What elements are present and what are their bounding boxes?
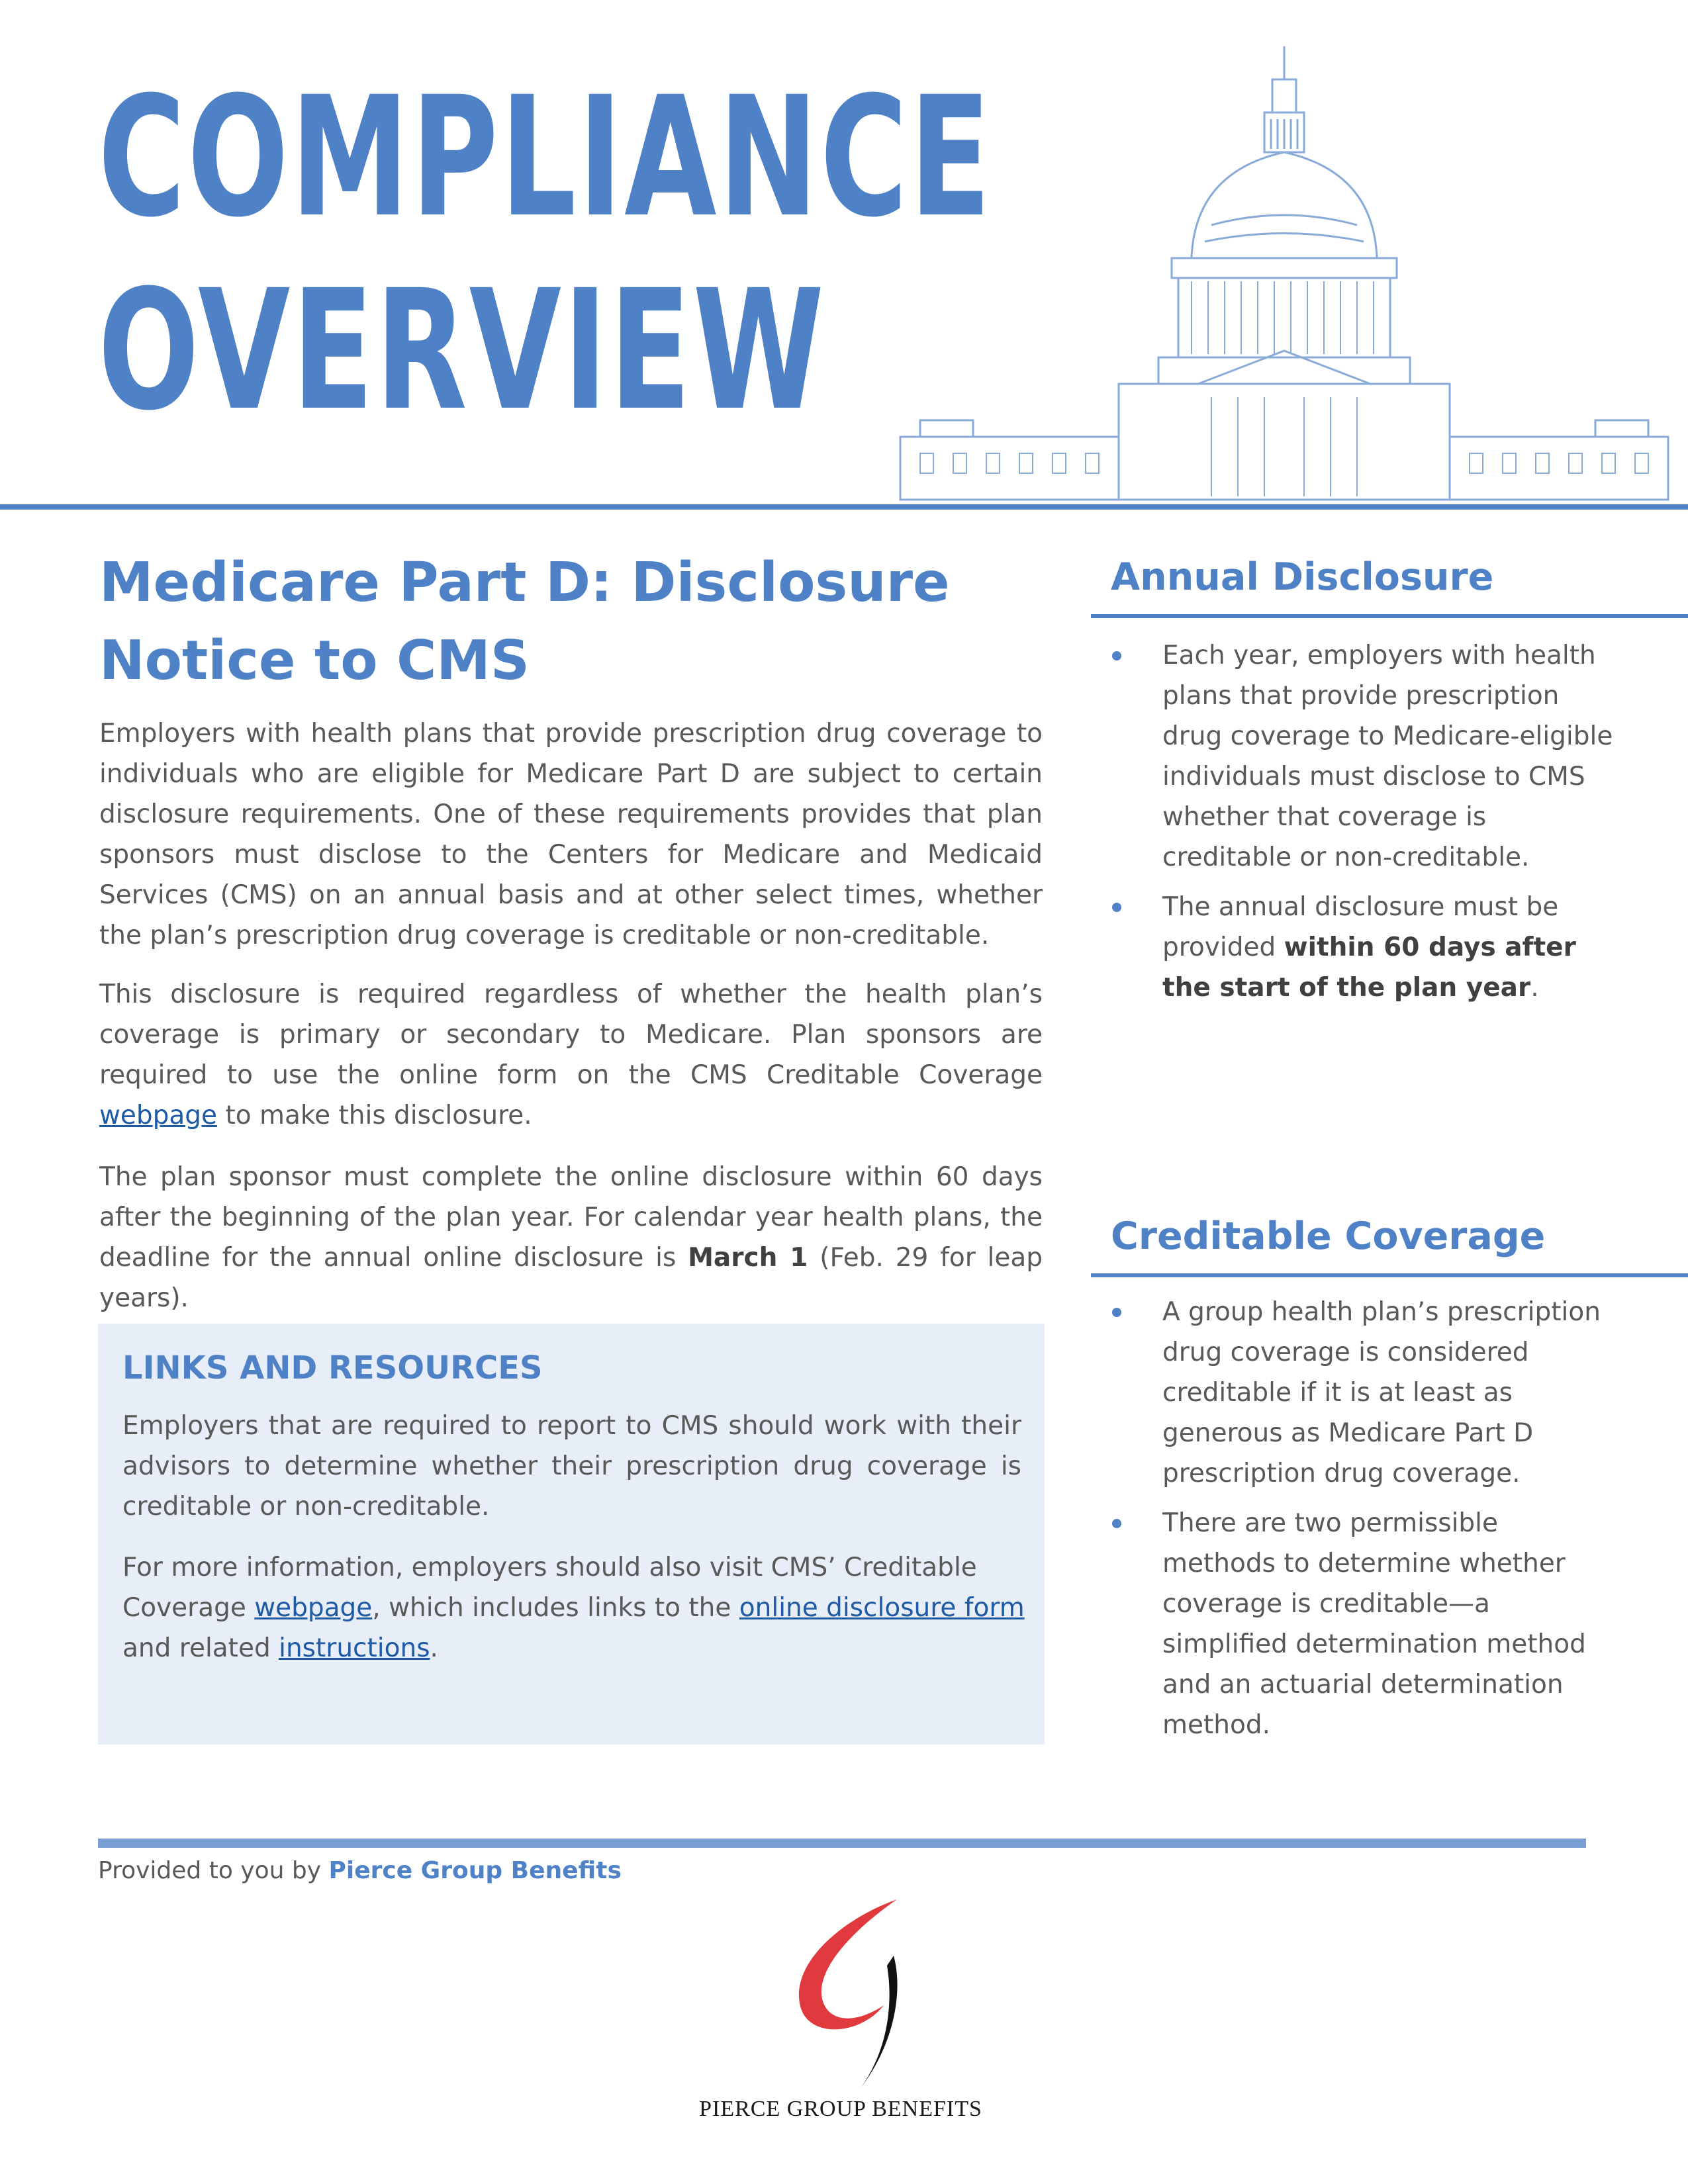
annual-disclosure-list bbox=[1111, 635, 1614, 1017]
resources-text-3: and related bbox=[122, 1633, 279, 1663]
creditable-bullet-1-text: A group health plan’s prescription drug coverage is considered creditable if it is at least as generous as Medicare Part D prescription drug coverage. bbox=[1162, 1297, 1601, 1488]
resources-webpage-link[interactable]: webpage bbox=[254, 1593, 373, 1623]
deadline-paragraph-text-1: The plan sponsor must complete the online disclosure within 60 days after the beginning of the plan year. For calendar year health plans, the deadline for the annual online disclosure is bbox=[99, 1162, 1043, 1273]
resources-paragraph-2 bbox=[122, 1547, 1036, 1668]
resources-text-4: . bbox=[430, 1633, 438, 1663]
disclosure-paragraph-text-1: This disclosure is required regardless of whether the health plan’s coverage is primary or secondary to Medicare. Plan sponsors are required to use the online form on the CMS Creditable Coverage bbox=[99, 979, 1043, 1090]
creditable-coverage-rule bbox=[1091, 1273, 1688, 1277]
resources-text-1: For more information, employers should also visit CMS’ Creditable Coverage bbox=[122, 1553, 977, 1623]
list-item bbox=[1111, 1503, 1614, 1745]
resources-text-2: , which includes links to the bbox=[372, 1593, 739, 1623]
provided-by-label: Provided to you by bbox=[98, 1857, 329, 1884]
deadline-paragraph bbox=[99, 1157, 1043, 1318]
capitol-building-image bbox=[880, 40, 1688, 503]
disclosure-paragraph-text-2: to make this disclosure. bbox=[217, 1101, 532, 1130]
page-title bbox=[99, 544, 1039, 700]
pierce-group-logo-icon bbox=[761, 1893, 933, 2091]
bullet-icon bbox=[1112, 1308, 1121, 1317]
page-title-line2: Notice to CMS bbox=[99, 629, 530, 692]
list-item bbox=[1111, 635, 1614, 878]
header-rule bbox=[0, 504, 1688, 510]
footer-provided-by bbox=[98, 1853, 892, 1889]
company-name: Pierce Group Benefits bbox=[328, 1857, 622, 1884]
logo-wordmark: PIERCE GROUP BENEFITS bbox=[699, 2097, 982, 2121]
online-disclosure-form-link[interactable]: online disclosure form bbox=[739, 1593, 1025, 1623]
list-item bbox=[1111, 887, 1614, 1008]
deadline-date: March 1 bbox=[688, 1243, 808, 1273]
creditable-coverage-heading: Creditable Coverage bbox=[1111, 1214, 1546, 1258]
resources-paragraph-1: Employers that are required to report to CMS should work with their advisors to determine whether their prescription drug coverage is creditable or non-creditable. bbox=[122, 1411, 1021, 1522]
bullet-icon bbox=[1112, 651, 1121, 660]
banner-title bbox=[98, 61, 993, 447]
creditable-coverage-list bbox=[1111, 1292, 1614, 1754]
page-title-line1: Medicare Part D: Disclosure bbox=[99, 551, 950, 614]
deadline-paragraph-text-2: (Feb. 29 for leap years). bbox=[99, 1243, 1043, 1313]
list-item bbox=[1111, 1292, 1614, 1494]
disclosure-paragraph bbox=[99, 974, 1043, 1136]
annual-bullet-1-text: Each year, employers with health plans that provide prescription drug coverage to Medicare-eligible individuals must disclose to CMS whether that coverage is creditable or non-creditable. bbox=[1162, 641, 1613, 872]
annual-bullet-2-text-2: . bbox=[1530, 973, 1539, 1003]
annual-bullet-2-bold: within 60 days after the start of the plan year bbox=[1162, 933, 1576, 1003]
banner-title-line1: COMPLIANCE bbox=[98, 61, 993, 253]
banner-title-line2: OVERVIEW bbox=[98, 254, 826, 447]
cms-webpage-link[interactable]: webpage bbox=[99, 1101, 218, 1130]
annual-disclosure-heading: Annual Disclosure bbox=[1111, 555, 1494, 599]
instructions-link[interactable]: instructions bbox=[279, 1633, 430, 1663]
bullet-icon bbox=[1112, 1519, 1121, 1528]
bullet-icon bbox=[1112, 903, 1121, 912]
resources-title: LINKS AND RESOURCES bbox=[122, 1349, 543, 1387]
annual-bullet-2-text-1: The annual disclosure must be provided bbox=[1162, 892, 1559, 962]
intro-paragraph: Employers with health plans that provide prescription drug coverage to individuals who are eligible for Medicare Part D are subject to certain disclosure requirements. One of these requirements provides that plan sponsors must disclose to the Centers for Medicare and Medicaid Services (CMS) on an annual basis and at other select times, whether the plan’s prescription drug coverage is creditable or non-creditable. bbox=[99, 719, 1043, 950]
creditable-bullet-2-text: There are two permissible methods to determine whether coverage is creditable—a simplified determination method and an actuarial determination method. bbox=[1162, 1508, 1586, 1740]
footer-rule bbox=[98, 1839, 1586, 1848]
annual-disclosure-rule bbox=[1091, 614, 1688, 618]
